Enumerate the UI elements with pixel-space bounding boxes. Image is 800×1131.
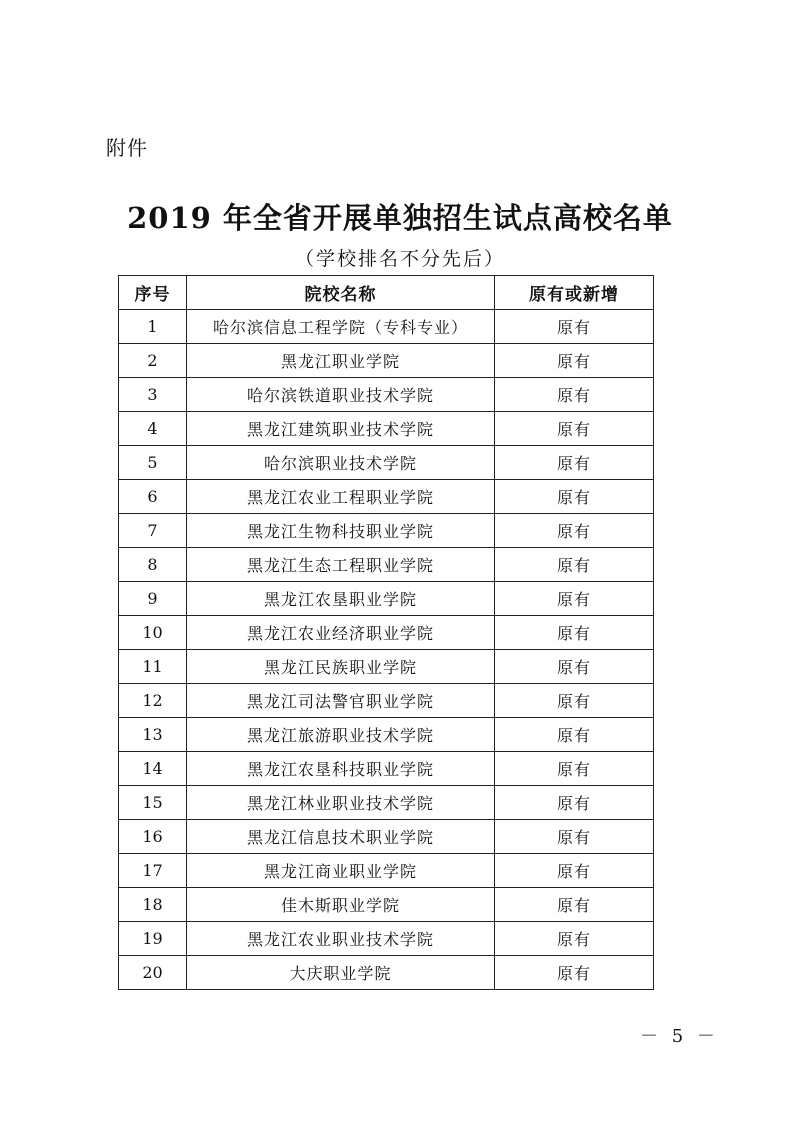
- cell-school-name: 黑龙江农垦科技职业学院: [187, 752, 495, 786]
- table-row: [119, 854, 654, 888]
- cell-number: 5: [119, 446, 187, 480]
- cell-status: 原有: [495, 548, 654, 582]
- cell-status: 原有: [495, 378, 654, 412]
- table-row: [119, 752, 654, 786]
- table-row: [119, 548, 654, 582]
- cell-status: 原有: [495, 922, 654, 956]
- cell-school-name: 佳木斯职业学院: [187, 888, 495, 922]
- cell-number: 10: [119, 616, 187, 650]
- table-row: [119, 446, 654, 480]
- cell-school-name: 黑龙江生态工程职业学院: [187, 548, 495, 582]
- cell-school-name: 哈尔滨铁道职业技术学院: [187, 378, 495, 412]
- table-header-row: [119, 276, 654, 310]
- cell-number: 13: [119, 718, 187, 752]
- cell-number: 18: [119, 888, 187, 922]
- cell-number: 11: [119, 650, 187, 684]
- cell-number: 1: [119, 310, 187, 344]
- cell-status: 原有: [495, 718, 654, 752]
- cell-status: 原有: [495, 888, 654, 922]
- cell-school-name: 黑龙江旅游职业技术学院: [187, 718, 495, 752]
- table-row: [119, 344, 654, 378]
- cell-school-name: 黑龙江民族职业学院: [187, 650, 495, 684]
- cell-school-name: 哈尔滨信息工程学院（专科专业）: [187, 310, 495, 344]
- cell-status: 原有: [495, 514, 654, 548]
- column-header-status: 原有或新增: [495, 276, 654, 310]
- cell-school-name: 黑龙江职业学院: [187, 344, 495, 378]
- attachment-label: 附件: [106, 136, 148, 160]
- cell-status: 原有: [495, 616, 654, 650]
- table-row: [119, 922, 654, 956]
- cell-number: 16: [119, 820, 187, 854]
- table-row: [119, 718, 654, 752]
- cell-number: 12: [119, 684, 187, 718]
- cell-school-name: 黑龙江信息技术职业学院: [187, 820, 495, 854]
- cell-number: 15: [119, 786, 187, 820]
- table-row: [119, 582, 654, 616]
- cell-school-name: 黑龙江农垦职业学院: [187, 582, 495, 616]
- table-row: [119, 378, 654, 412]
- cell-number: 3: [119, 378, 187, 412]
- cell-status: 原有: [495, 310, 654, 344]
- cell-number: 19: [119, 922, 187, 956]
- table-row: [119, 786, 654, 820]
- cell-status: 原有: [495, 956, 654, 990]
- cell-school-name: 大庆职业学院: [187, 956, 495, 990]
- cell-school-name: 黑龙江生物科技职业学院: [187, 514, 495, 548]
- page-number: － 5 －: [640, 1026, 719, 1047]
- cell-status: 原有: [495, 412, 654, 446]
- cell-status: 原有: [495, 684, 654, 718]
- cell-status: 原有: [495, 752, 654, 786]
- table-row: [119, 820, 654, 854]
- cell-status: 原有: [495, 820, 654, 854]
- table-row: [119, 412, 654, 446]
- cell-school-name: 黑龙江农业经济职业学院: [187, 616, 495, 650]
- table-body: [119, 310, 654, 990]
- cell-number: 2: [119, 344, 187, 378]
- cell-school-name: 黑龙江农业职业技术学院: [187, 922, 495, 956]
- cell-number: 4: [119, 412, 187, 446]
- table-row: [119, 480, 654, 514]
- cell-status: 原有: [495, 650, 654, 684]
- cell-status: 原有: [495, 582, 654, 616]
- school-list-table: [118, 275, 654, 990]
- table-row: [119, 616, 654, 650]
- cell-status: 原有: [495, 480, 654, 514]
- cell-number: 14: [119, 752, 187, 786]
- column-header-school-name: 院校名称: [187, 276, 495, 310]
- cell-school-name: 黑龙江司法警官职业学院: [187, 684, 495, 718]
- column-header-number: 序号: [119, 276, 187, 310]
- cell-school-name: 黑龙江林业职业技术学院: [187, 786, 495, 820]
- cell-school-name: 黑龙江商业职业学院: [187, 854, 495, 888]
- table-row: [119, 684, 654, 718]
- table-row: [119, 650, 654, 684]
- cell-number: 9: [119, 582, 187, 616]
- table-row: [119, 956, 654, 990]
- cell-school-name: 黑龙江农业工程职业学院: [187, 480, 495, 514]
- cell-school-name: 哈尔滨职业技术学院: [187, 446, 495, 480]
- page-subtitle: （学校排名不分先后）: [294, 248, 505, 270]
- table-row: [119, 310, 654, 344]
- cell-status: 原有: [495, 786, 654, 820]
- cell-number: 17: [119, 854, 187, 888]
- table-row: [119, 514, 654, 548]
- cell-number: 7: [119, 514, 187, 548]
- cell-number: 8: [119, 548, 187, 582]
- cell-number: 20: [119, 956, 187, 990]
- cell-school-name: 黑龙江建筑职业技术学院: [187, 412, 495, 446]
- table-row: [119, 888, 654, 922]
- page-title: 2019 年全省开展单独招生试点高校名单: [127, 201, 673, 235]
- cell-status: 原有: [495, 854, 654, 888]
- cell-status: 原有: [495, 446, 654, 480]
- cell-number: 6: [119, 480, 187, 514]
- cell-status: 原有: [495, 344, 654, 378]
